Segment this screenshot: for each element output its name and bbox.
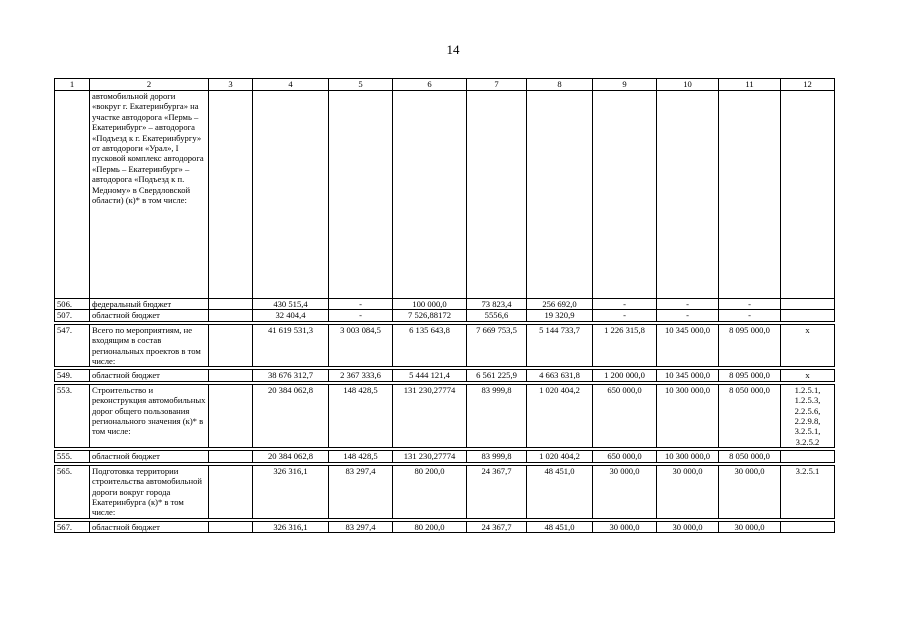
row-name: Строительство и реконструкция автомобильных дорог общего пользования регионального значения (к)* в том числе: <box>90 384 209 447</box>
cell-col8: 1 020 404,2 <box>527 384 593 447</box>
column-header: 7 <box>467 79 527 91</box>
table-row <box>55 91 835 299</box>
column-header: 4 <box>253 79 329 91</box>
cell-notes <box>781 521 835 532</box>
cell-col4: 326 316,1 <box>253 521 329 532</box>
cell-col3 <box>209 451 253 462</box>
cell-col5: 148 428,5 <box>329 451 393 462</box>
cell-col3 <box>209 370 253 381</box>
row-number: 547. <box>55 324 90 367</box>
cell-col8: 5 144 733,7 <box>527 324 593 367</box>
cell-col8: 48 451,0 <box>527 521 593 532</box>
column-header: 10 <box>657 79 719 91</box>
column-header: 8 <box>527 79 593 91</box>
cell-col8: 256 692,0 <box>527 299 593 310</box>
cell-col11: 30 000,0 <box>719 465 781 518</box>
cell-notes: х <box>781 324 835 367</box>
cell-col4: 32 404,4 <box>253 310 329 321</box>
cell-col4: 38 676 312,7 <box>253 370 329 381</box>
cell-col7: 6 561 225,9 <box>467 370 527 381</box>
cell-col3 <box>209 324 253 367</box>
cell-col9: - <box>593 299 657 310</box>
cell-col11: - <box>719 310 781 321</box>
cell-notes: х <box>781 370 835 381</box>
cell-col7: 5556,6 <box>467 310 527 321</box>
cell-col3 <box>209 310 253 321</box>
cell-col3 <box>209 521 253 532</box>
table-row <box>55 451 835 462</box>
cell-col9: - <box>593 310 657 321</box>
table-row <box>55 299 835 310</box>
cell-col6: 80 200,0 <box>393 465 467 518</box>
cell-col9: 30 000,0 <box>593 521 657 532</box>
cell-col6: 131 230,27774 <box>393 451 467 462</box>
cell-col11: 8 050 000,0 <box>719 451 781 462</box>
column-header: 5 <box>329 79 393 91</box>
cell-col5: - <box>329 299 393 310</box>
row-name: федеральный бюджет <box>90 299 209 310</box>
row-name: автомобильной дороги «вокруг г. Екатеринбурга» на участке автодорога «Пермь – Екатеринбург» – автодорога «Подъезд к г. Екатеринбургу» от автодороги «Урал», I пусковой комплекс автодорога «Пермь – Екатеринбург» – автодорога «Подъезд к п. Медному» в Свердловской области) (к)* в том числе: <box>90 91 209 299</box>
column-header: 9 <box>593 79 657 91</box>
cell-col8: 19 320,9 <box>527 310 593 321</box>
row-name: областной бюджет <box>90 451 209 462</box>
cell-notes: 3.2.5.1 <box>781 465 835 518</box>
table-row <box>55 521 835 532</box>
cell-col5: 2 367 333,6 <box>329 370 393 381</box>
cell-col8: 48 451,0 <box>527 465 593 518</box>
cell-col9: 650 000,0 <box>593 451 657 462</box>
cell-col5: 148 428,5 <box>329 384 393 447</box>
cell-col4: 20 384 062,8 <box>253 451 329 462</box>
row-number: 507. <box>55 310 90 321</box>
column-header: 1 <box>55 79 90 91</box>
cell-col9: 650 000,0 <box>593 384 657 447</box>
table-header-row <box>55 79 835 91</box>
cell-col6: 131 230,27774 <box>393 384 467 447</box>
cell-col4: 430 515,4 <box>253 299 329 310</box>
cell-col7: 83 999,8 <box>467 451 527 462</box>
cell-col5: 83 297,4 <box>329 521 393 532</box>
row-number: 565. <box>55 465 90 518</box>
table-row <box>55 384 835 447</box>
cell-col7: 73 823,4 <box>467 299 527 310</box>
cell-col6: 80 200,0 <box>393 521 467 532</box>
cell-col10: 10 300 000,0 <box>657 384 719 447</box>
cell-col10: 10 345 000,0 <box>657 370 719 381</box>
cell-col9: 1 226 315,8 <box>593 324 657 367</box>
cell-col5: 83 297,4 <box>329 465 393 518</box>
cell-col3 <box>209 465 253 518</box>
cell-col7: 7 669 753,5 <box>467 324 527 367</box>
cell-col10: 30 000,0 <box>657 521 719 532</box>
cell-col10: - <box>657 310 719 321</box>
row-name: областной бюджет <box>90 310 209 321</box>
cell-col11: 30 000,0 <box>719 521 781 532</box>
column-header: 6 <box>393 79 467 91</box>
row-number: 506. <box>55 299 90 310</box>
row-name: областной бюджет <box>90 370 209 381</box>
cell-col5: - <box>329 310 393 321</box>
cell-col10: 30 000,0 <box>657 465 719 518</box>
cell-col11: 8 095 000,0 <box>719 324 781 367</box>
row-number <box>55 91 90 299</box>
row-number: 567. <box>55 521 90 532</box>
cell-col7: 83 999,8 <box>467 384 527 447</box>
row-number: 553. <box>55 384 90 447</box>
cell-col6: 100 000,0 <box>393 299 467 310</box>
row-number: 549. <box>55 370 90 381</box>
cell-col6: 5 444 121,4 <box>393 370 467 381</box>
row-name: Всего по мероприятиям, не входящим в состав региональных проектов в том числе: <box>90 324 209 367</box>
column-header: 3 <box>209 79 253 91</box>
cell-notes: 1.2.5.1, 1.2.5.3, 2.2.5.6, 2.2.9.8, 3.2.5.1, 3.2.5.2 <box>781 384 835 447</box>
table-row <box>55 465 835 518</box>
cell-col8: 1 020 404,2 <box>527 451 593 462</box>
cell-col11: 8 095 000,0 <box>719 370 781 381</box>
cell-col4: 41 619 531,3 <box>253 324 329 367</box>
cell-col10: 10 345 000,0 <box>657 324 719 367</box>
column-header: 12 <box>781 79 835 91</box>
table-row <box>55 310 835 321</box>
cell-notes <box>781 299 835 310</box>
cell-col6: 7 526,88172 <box>393 310 467 321</box>
cell-col5: 3 003 084,5 <box>329 324 393 367</box>
cell-col9: 1 200 000,0 <box>593 370 657 381</box>
column-header: 2 <box>90 79 209 91</box>
cell-col8: 4 663 631,8 <box>527 370 593 381</box>
row-name: Подготовка территории строительства автомобильной дороги вокруг города Екатеринбурга (к)* в том числе: <box>90 465 209 518</box>
cell-notes <box>781 310 835 321</box>
cell-col6: 6 135 643,8 <box>393 324 467 367</box>
row-number: 555. <box>55 451 90 462</box>
cell-col10: - <box>657 299 719 310</box>
cell-col9: 30 000,0 <box>593 465 657 518</box>
column-header: 11 <box>719 79 781 91</box>
budget-table <box>54 78 835 533</box>
cell-col7: 24 367,7 <box>467 465 527 518</box>
cell-col3 <box>209 299 253 310</box>
cell-col3 <box>209 384 253 447</box>
page-number: 14 <box>446 42 460 57</box>
table-row <box>55 370 835 381</box>
row-name: областной бюджет <box>90 521 209 532</box>
cell-col4: 326 316,1 <box>253 465 329 518</box>
cell-col7: 24 367,7 <box>467 521 527 532</box>
table-row <box>55 324 835 367</box>
cell-col11: - <box>719 299 781 310</box>
cell-col4: 20 384 062,8 <box>253 384 329 447</box>
cell-col11: 8 050 000,0 <box>719 384 781 447</box>
cell-notes <box>781 451 835 462</box>
cell-col10: 10 300 000,0 <box>657 451 719 462</box>
